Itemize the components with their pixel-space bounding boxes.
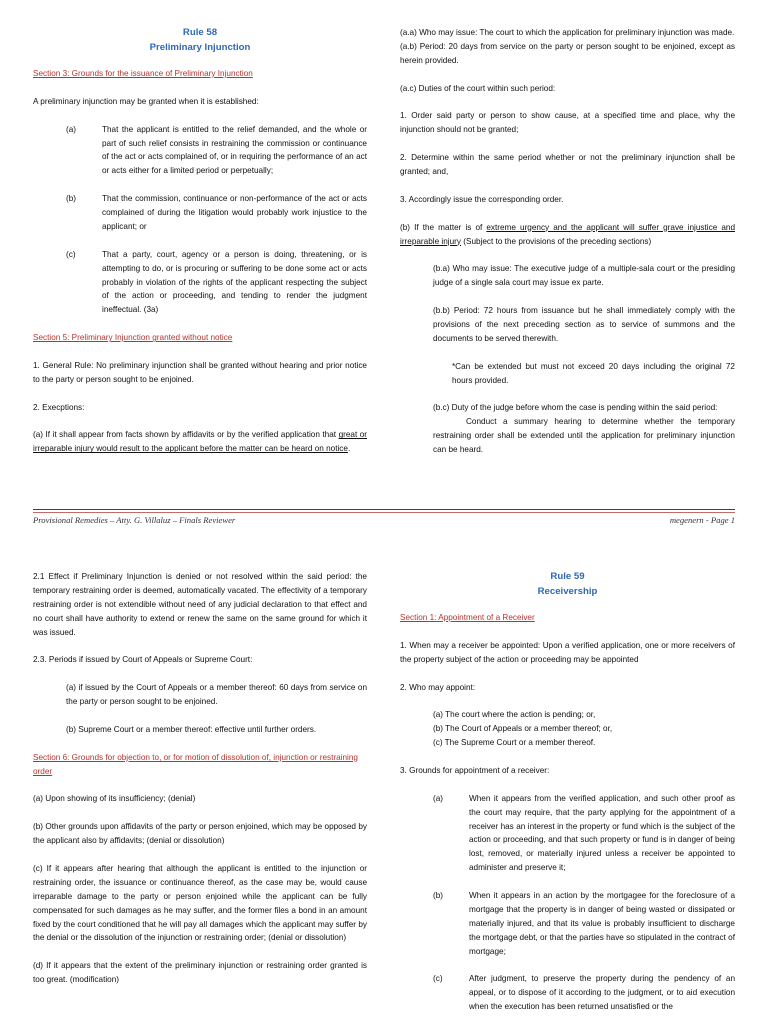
receiver-who: 2. Who may appoint:: [400, 682, 476, 692]
paragraph-ac: (a.c) Duties of the court within such period:: [400, 83, 556, 93]
who-item: (a) The court where the action is pending; or,: [433, 710, 596, 720]
paragraph-bc: (b.c) Duty of the judge before whom the case is pending within the said period:: [433, 403, 718, 413]
receiver-ground-item: (a) When it appears from the verified application, and such other proof as the court may require, that the party applying for the appointment of a receiver has an interest in the property or fund which is the subject of the action or proceeding, and that such property or fund is in danger of being lost, removed, or materially injured unless a receiver be appointed to administer and preserve it;: [433, 793, 735, 873]
section-6-b: (b) Other grounds upon affidavits of the party or person enjoined, which may be opposed by the applicant also by affidavits; (denial or dissolution): [33, 822, 367, 846]
footer-divider: [33, 509, 735, 510]
who-item: (b) The Court of Appeals or a member thereof; or,: [433, 724, 613, 734]
duty-item: 1. Order said party or person to show cause, at a specified time and place, why the injunction should not be granted;: [400, 111, 735, 135]
ground-item: (a) That the applicant is entitled to the relief demanded, and the whole or part of such relief consists in restraining the commission or continuance of the act or acts complained of, or in requiring the performance of an act or acts either for a limited period or perpetually;: [66, 124, 367, 176]
paragraph-ab: (a.b) Period: 20 days from service on the party or person sought to be enjoined, except as herein provided.: [400, 41, 735, 65]
rule-subtitle: Preliminary Injunction: [149, 41, 251, 53]
paragraph-2-3-b: (b) Supreme Court or a member thereof: effective until further orders.: [66, 724, 317, 734]
receiver-grounds-list: [400, 792, 735, 1014]
duty-item: 2. Determine within the same period whether or not the preliminary injunction shall be granted; and,: [400, 153, 735, 177]
exceptions-label: 2. Execptions:: [33, 402, 85, 412]
page2-left-column: [33, 570, 367, 1001]
rule-title: Rule 58: [182, 27, 218, 38]
paragraph-bb-note: *Can be extended but must not exceed 20 days including the original 72 hours provided.: [452, 361, 735, 385]
who-item: (c) The Supreme Court or a member thereof.: [433, 738, 596, 748]
paragraph-bc-text: Conduct a summary hearing to determine whether the temporary restraining order shall be extended until the application for preliminary injunction can be heard.: [433, 417, 735, 455]
section-1-heading: Section 1: Appointment of a Receiver: [400, 613, 535, 622]
page-footer: [33, 514, 735, 528]
footer-title: Provisional Remedies – Atty. G. Villaluz – Finals Reviewer: [33, 515, 236, 525]
rule-subtitle: Receivership: [537, 585, 598, 597]
page2-right-column: [400, 570, 735, 1028]
paragraph-bb: (b.b) Period: 72 hours from issuance but he shall immediately comply with the provisions of the next preceding section as to service of summons and the documents to be served therewith.: [433, 306, 735, 343]
page1-right-column: [400, 26, 735, 471]
section-3-heading: Section 3: Grounds for the issuance of Preliminary Injunction: [33, 69, 253, 78]
section-6-c: (c) If it appears after hearing that although the applicant is entitled to the injunction or restraining order, the issuance or continuance thereof, as the case may be, would cause irreparable damage to the party or person enjoined while the applicant can be fully compensated for such damages as he may suffer, and the former files a bond in an amount fixed by the court conditioned that he will pay all damages which the applicant may suffer by the denial or the dissolution of the injunction or restraining order; (denial or dissolution): [33, 863, 367, 943]
paragraph-aa: (a.a) Who may issue: The court to which the application for preliminary injunction was made.: [400, 28, 735, 37]
grounds-list: [33, 123, 367, 318]
rule-title: Rule 59: [550, 571, 585, 582]
receiver-ground-item: (b) When it appears in an action by the mortgagee for the foreclosure of a mortgage that the property is in danger of being wasted or dissipated or materially injured, and that its value is probably insufficient to discharge the mortgage debt, or that the parties have so stipulated in the contract of mortgage;: [433, 891, 735, 956]
duty-item: 3. Accordingly issue the corresponding order.: [400, 194, 564, 204]
ground-item: (b) That the commission, continuance or non-performance of the act or acts complained of during the litigation would probably work injustice to the applicant; or: [66, 194, 367, 231]
footer-divider-thin: [33, 512, 735, 513]
ground-item: (c) That a party, court, agency or a person is doing, threatening, or is attempting to do, or is procuring or suffering to be done some act or acts probably in violation of the rights of the applicant respecting the subject of the action or proceeding, and tending to render the judgment ineffectual. (3a): [66, 249, 367, 315]
paragraph-2-3: 2.3. Periods if issued by Court of Appeals or Supreme Court:: [33, 655, 253, 665]
footer-page-number: megenern - Page 1: [669, 515, 735, 525]
receiver-ground-item: (c) After judgment, to preserve the property during the pendency of an appeal, or to dispose of it according to the judgment, or to aid execution when the execution has been returned unsatisfied or the: [433, 974, 735, 1012]
receiver-grounds: 3. Grounds for appointment of a receiver:: [400, 765, 550, 775]
paragraph-ba: (b.a) Who may issue: The executive judge of a multiple-sala court or the presiding judge of a single sala court may issue ex parte.: [433, 264, 735, 288]
section-6-a: (a) Upon showing of its insufficiency; (denial): [33, 794, 196, 804]
section-3-intro: A preliminary injunction may be granted when it is established:: [33, 96, 259, 106]
section-5-heading: Section 5: Preliminary Injunction granted without notice: [33, 333, 233, 343]
paragraph-2-3-a: (a) if issued by the Court of Appeals or a member thereof: 60 days from service on the party or person sought to be enjoined.: [66, 683, 367, 707]
page1-left-column: [33, 26, 367, 470]
paragraph-b: (b) If the matter is of extreme urgency and the applicant will suffer grave injustice and irreparable injury (Subject to the provisions of the preceding sections): [400, 222, 735, 246]
section-6-heading: Section 6: Grounds for objection to, or for motion of dissolution of, injunction or restraining order: [33, 752, 358, 776]
who-list: [400, 708, 735, 750]
exception-a: (a) If it shall appear from facts shown by affidavits or by the verified application that great or irreparable injury would result to the applicant before the matter can be heard on notice.: [33, 430, 367, 454]
receiver-when: 1. When may a receiver be appointed: Upon a verified application, one or more receivers of the property subject of the action or proceeding may be appointed: [400, 640, 735, 664]
paragraph-2-1: 2.1 Effect if Preliminary Injunction is denied or not resolved within the said period: the temporary restraining order is deemed, automatically vacated. The effectivity of a temporary restraining order is not extendible without need of any judicial declaration to that effect and no court shall have authority to extend or renew the same on the same ground for which it was issued.: [33, 572, 367, 637]
section-6-d: (d) If it appears that the extent of the preliminary injunction or restraining order granted is too great. (modification): [33, 961, 367, 985]
rule-59-heading: [400, 570, 735, 599]
rule-58-heading: [33, 26, 367, 55]
general-rule: 1. General Rule: No preliminary injunction shall be granted without hearing and prior notice to the party or person sought to be enjoined.: [33, 360, 367, 384]
